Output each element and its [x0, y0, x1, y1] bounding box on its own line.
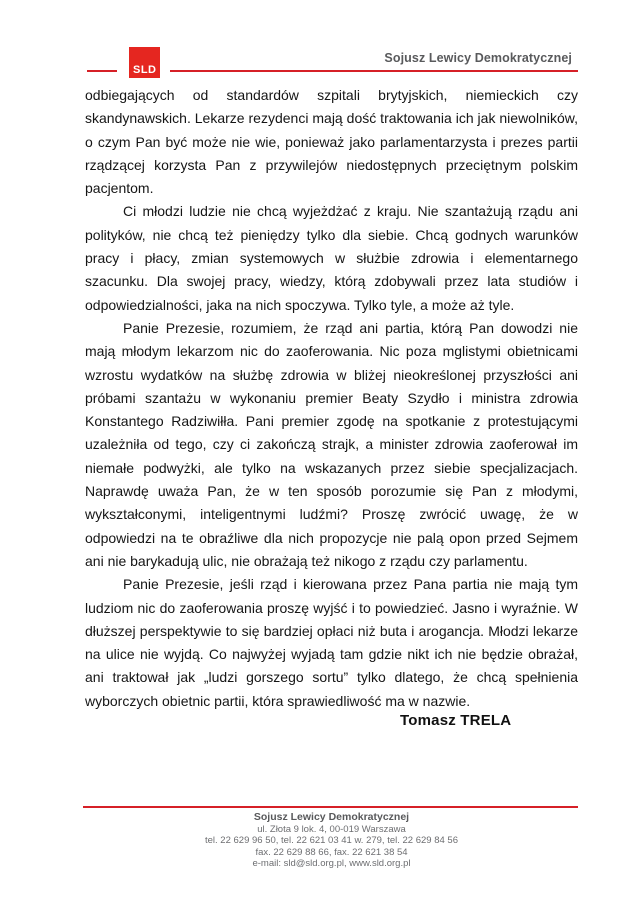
footer-address: ul. Złota 9 lok. 4, 00-019 Warszawa [257, 823, 406, 835]
sld-logo-text: SLD [133, 64, 157, 76]
paragraph: Panie Prezesie, rozumiem, że rząd ani partia, którą Pan dowodzi nie mają młodym lekarzom nic do zaoferowania. Nic poza mglistymi obietnicami wzrostu wydatków na służbę zdrowia w bliżej nieokreślonej przyszłości ani próbami szantażu w wykonaniu premier Beaty Szydło i ministra zdrowia Konstantego Radziwiłła. Pani premier zgodę na spotkanie z protestującymi uzależniła od tego, czy ci zakończą strajk, a minister zdrowia zaoferował im niemałe podwyżki, ale tylko na wskazanych przez siebie specjalizacjach. Naprawdę uważa Pan, że w ten sposób porozumie się Pan z młodymi, wykształconymi, inteligentnymi ludźmi? Proszę zwrócić uwagę, że w odpowiedzi na te obraźliwe dla nich propozycje nie palą opon przed Sejmem ani nie barykadują ulic, nie obrażają też nikogo z rządu czy parlamentu. [85, 319, 578, 569]
header-rule-right [170, 70, 578, 72]
signature-name: Tomasz TRELA [400, 712, 512, 729]
header-org-name: Sojusz Lewicy Demokratycznej [384, 51, 572, 65]
footer-email-web: e-mail: sld@sld.org.pl, www.sld.org.pl [252, 858, 411, 869]
footer-org-name: Sojusz Lewicy Demokratycznej [253, 811, 410, 823]
paragraph: odbiegających od standardów szpitali brytyjskich, niemieckich czy skandynawskich. Lekarze rezydenci mają dość traktowania ich jak niewolników, o czym Pan być może nie wie, ponieważ jako parlamentarzysta i prezes partii rządzącej korzysta Pan z przywilejów niedostępnych przeciętnym polskim pacjentom. [85, 87, 578, 197]
footer-faxes: fax. 22 629 88 66, fax. 22 621 38 54 [255, 846, 408, 858]
footer-rule [83, 806, 578, 808]
footer [85, 812, 578, 870]
header-rule-left [87, 70, 117, 72]
paragraph: Panie Prezesie, jeśli rząd i kierowana przez Pana partia nie mają tym ludziom nic do zaoferowania proszę wyjść i to powiedzieć. Jasno i wyraźnie. W dłuższej perspektywie to się bardziej opłaci niż buta i arogancja. Młodzi lekarze na ulice nie wyjdą. Co najwyżej wyjadą tam gdzie nikt ich nie będzie obrażał, ani traktował jak „ludzi gorszego sortu” tylko dlatego, że chcą spełnienia wyborczych obietnic partii, która sprawiedliwość ma w nazwie. [85, 576, 578, 709]
footer-phones: tel. 22 629 96 50, tel. 22 621 03 41 w. 279, tel. 22 629 84 56 [204, 835, 458, 846]
paragraph: Ci młodzi ludzie nie chcą wyjeżdżać z kraju. Nie szantażują rządu ani polityków, nie chcą też pieniędzy tylko dla siebie. Chcą godnych warunków pracy i płacy, zmian systemowych w służbie zdrowia i elementarnego szacunku. Dla swojej pracy, wiedzy, którą zdobywali przez lata studiów i odpowiedzialności, jaka na nich spoczywa. Tylko tyle, a może aż tyle. [85, 203, 578, 313]
sld-logo [129, 47, 160, 78]
letter-body [85, 84, 578, 713]
